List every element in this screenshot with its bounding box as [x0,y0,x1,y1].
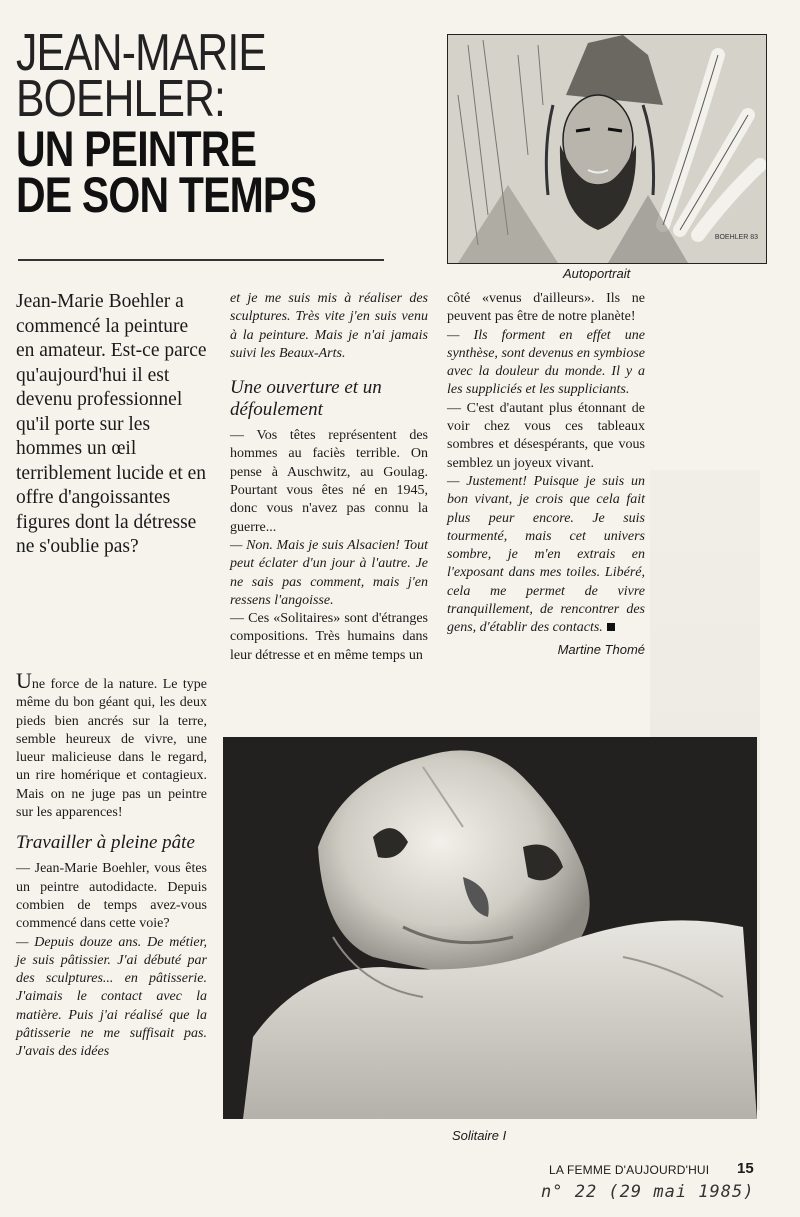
solitaire-caption: Solitaire I [452,1128,507,1143]
column-2 [230,290,428,665]
handwritten-issue-note: n° 22 (29 mai 1985) [541,1182,755,1202]
subhead-travailler: Travailler à pleine pâte [16,832,195,854]
title-line-4: DE SON TEMPS [16,167,316,223]
intro-text: ne force de la nature. Le type même du bon géant qui, les deux pieds bien ancrés sur la terre, semble heureux de vivre, une lueur malicieuse dans le regard, un rire homérique et contagieux. Mais on ne juge pas un peintre sur les apparences! [16,677,207,821]
painting-signature: BOEHLER 83 [714,234,758,241]
author-signature: Martine Thomé [557,641,645,657]
lede-paragraph [16,290,208,560]
autoportrait-image [447,34,767,264]
answer-1-continued: et je me suis mis à réaliser des sculptures. Très vite j'en suis venu à la peinture. Mais je n'ai jamais suivi les Beaux-Arts. [230,291,428,361]
article-title [16,24,436,223]
answer-4 [447,473,645,638]
autoportrait-caption: Autoportrait [563,266,631,281]
title-line-1: JEAN-MARIE [16,24,267,82]
end-mark [607,623,615,631]
answer-4-text: — Justement! Puisque je suis un bon vivant, je crois que cela fait plus peur encore. Je suis tourmenté, mais cet univers sombre, je m'en extrais en l'exposant dans mes toiles. Libéré, cela me permet de vivre tranquillement, de rencontrer des gens, d'établir des contacts. [447,473,645,636]
portrait-drawing [448,35,766,263]
page-number: 15 [737,1160,754,1177]
column-1 [16,668,207,1062]
column-3 [447,290,645,657]
question-1: — Jean-Marie Boehler, vous êtes un peintre autodidacte. Depuis combien de temps avez-vous commencé dans cette voie? [16,861,207,932]
question-2: — Vos têtes représentent des hommes au faciès terrible. On pense à Auschwitz, au Goulag. Pourtant vous êtes né en 1945, donc vous n'avez pas connu la guerre... [230,428,428,535]
drop-cap: U [16,668,32,693]
answer-3: — Ils forment en effet une synthèse, sont devenus en symbiose avec la douleur du monde. Il y a les suppliciés et les suppliciants. [447,327,645,398]
answer-1: — Depuis douze ans. De métier, je suis pâtissier. J'ai débuté par des sculptures... en pâtisserie. J'aimais le contact avec la matière. Puis j'ai réalisé que la pâtisserie ne me suffisait pas. J'avais des idées [16,934,207,1060]
question-3-continued: côté «venus d'ailleurs». Ils ne peuvent pas être de notre planète! [447,291,645,325]
sculpture-photo [223,737,757,1119]
title-line-3: UN PEINTRE [16,121,257,177]
title-rule [18,259,384,261]
answer-2: — Non. Mais je suis Alsacien! Tout peut éclater d'un jour à l'autre. Je ne sais pas comment, mais j'en ressens l'angoisse. [230,537,428,608]
magazine-name: LA FEMME D'AUJOURD'HUI [549,1163,710,1177]
question-3: — Ces «Solitaires» sont d'étranges compositions. Très humains dans leur détresse et en même temps un [230,611,428,663]
question-4: — C'est d'autant plus étonnant de voir chez vous ces tableaux sombres et désespérants, que vous semblez un joyeux vivant. [447,400,645,471]
lede-text: Jean-Marie Boehler a commencé la peinture en amateur. Est-ce parce qu'aujourd'hui il est devenu professionnel qu'il porte sur les hommes un œil terriblement lucide et en offre d'angoissantes figures dont la détresse ne s'oublie pas? [16,291,207,557]
solitaire-image [223,737,757,1119]
title-line-2: BOEHLER: [16,70,226,128]
subhead-ouverture: Une ouverture et un défoulement [230,377,382,421]
intro-paragraph [16,668,207,822]
